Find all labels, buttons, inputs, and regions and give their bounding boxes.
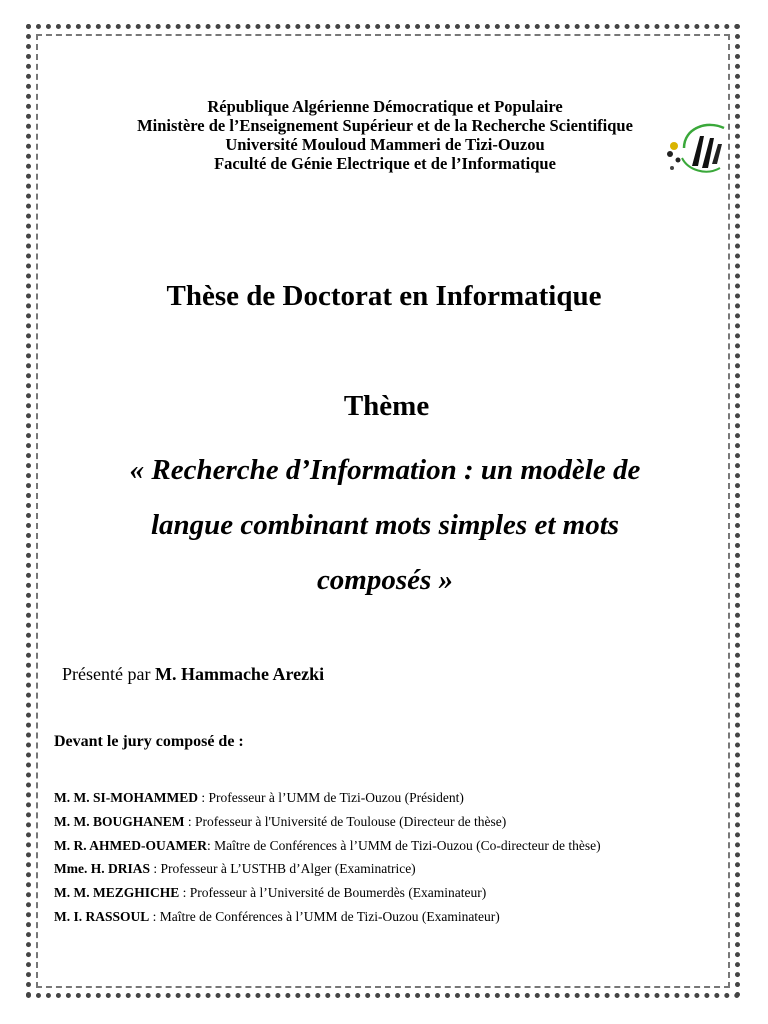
jury-member-role: : Maître de Conférences à l’UMM de Tizi-Ouzou (Co-directeur de thèse) — [206, 837, 601, 853]
jury-member — [54, 838, 734, 862]
author-name: M. Hammache Arezki — [154, 664, 325, 684]
ministry-line: Ministère de l’Enseignement Supérieur et de la Recherche Scientifique — [137, 116, 633, 135]
presented-prefix: Présenté par — [62, 664, 155, 684]
thesis-title: Thèse de Doctorat en Informatique — [166, 280, 602, 312]
jury-member — [54, 814, 734, 838]
jury-list — [54, 790, 734, 933]
subject-line: « Recherche d’Information : un modèle de — [129, 454, 641, 486]
thesis-subject — [60, 443, 710, 608]
university-logo-icon — [662, 118, 732, 178]
jury-member — [54, 885, 734, 909]
subject-line: langue combinant mots simples et mots — [150, 509, 620, 541]
jury-member-role: : Professeur à L’USTHB d’Alger (Examinatrice) — [150, 861, 416, 877]
jury-member — [54, 861, 734, 885]
jury-member-name: M. I. RASSOUL — [54, 908, 150, 924]
jury-member-role: : Professeur à l'Université de Toulouse (Directeur de thèse) — [184, 813, 507, 829]
jury-member-name: M. M. MEZGHICHE — [54, 885, 180, 901]
jury-member — [54, 790, 734, 814]
jury-member-role: : Professeur à l’UMM de Tizi-Ouzou (Président) — [197, 790, 464, 805]
theme-label: Thème — [343, 390, 430, 422]
subject-line: composés » — [316, 564, 454, 596]
jury-heading: Devant le jury composé de : — [54, 733, 244, 750]
university-line: Université Mouloud Mammeri de Tizi-Ouzou — [225, 135, 545, 154]
jury-member-name: M. M. SI-MOHAMMED — [54, 790, 198, 805]
jury-member-name: M. M. BOUGHANEM — [54, 813, 185, 829]
faculty-line: Faculté de Génie Electrique et de l’Informatique — [214, 154, 556, 173]
presented-by — [62, 664, 324, 685]
jury-member-role: : Professeur à l’Université de Boumerdès (Examinateur) — [179, 885, 487, 901]
jury-member-role: : Maître de Conférences à l’UMM de Tizi-Ouzou (Examinateur) — [149, 908, 500, 924]
jury-member-name: Mme. H. DRIAS — [54, 861, 150, 877]
institution-header — [60, 97, 710, 173]
jury-member-name: M. R. AHMED-OUAMER — [54, 837, 207, 853]
jury-member — [54, 909, 734, 933]
republic-line: République Algérienne Démocratique et Populaire — [207, 97, 563, 116]
